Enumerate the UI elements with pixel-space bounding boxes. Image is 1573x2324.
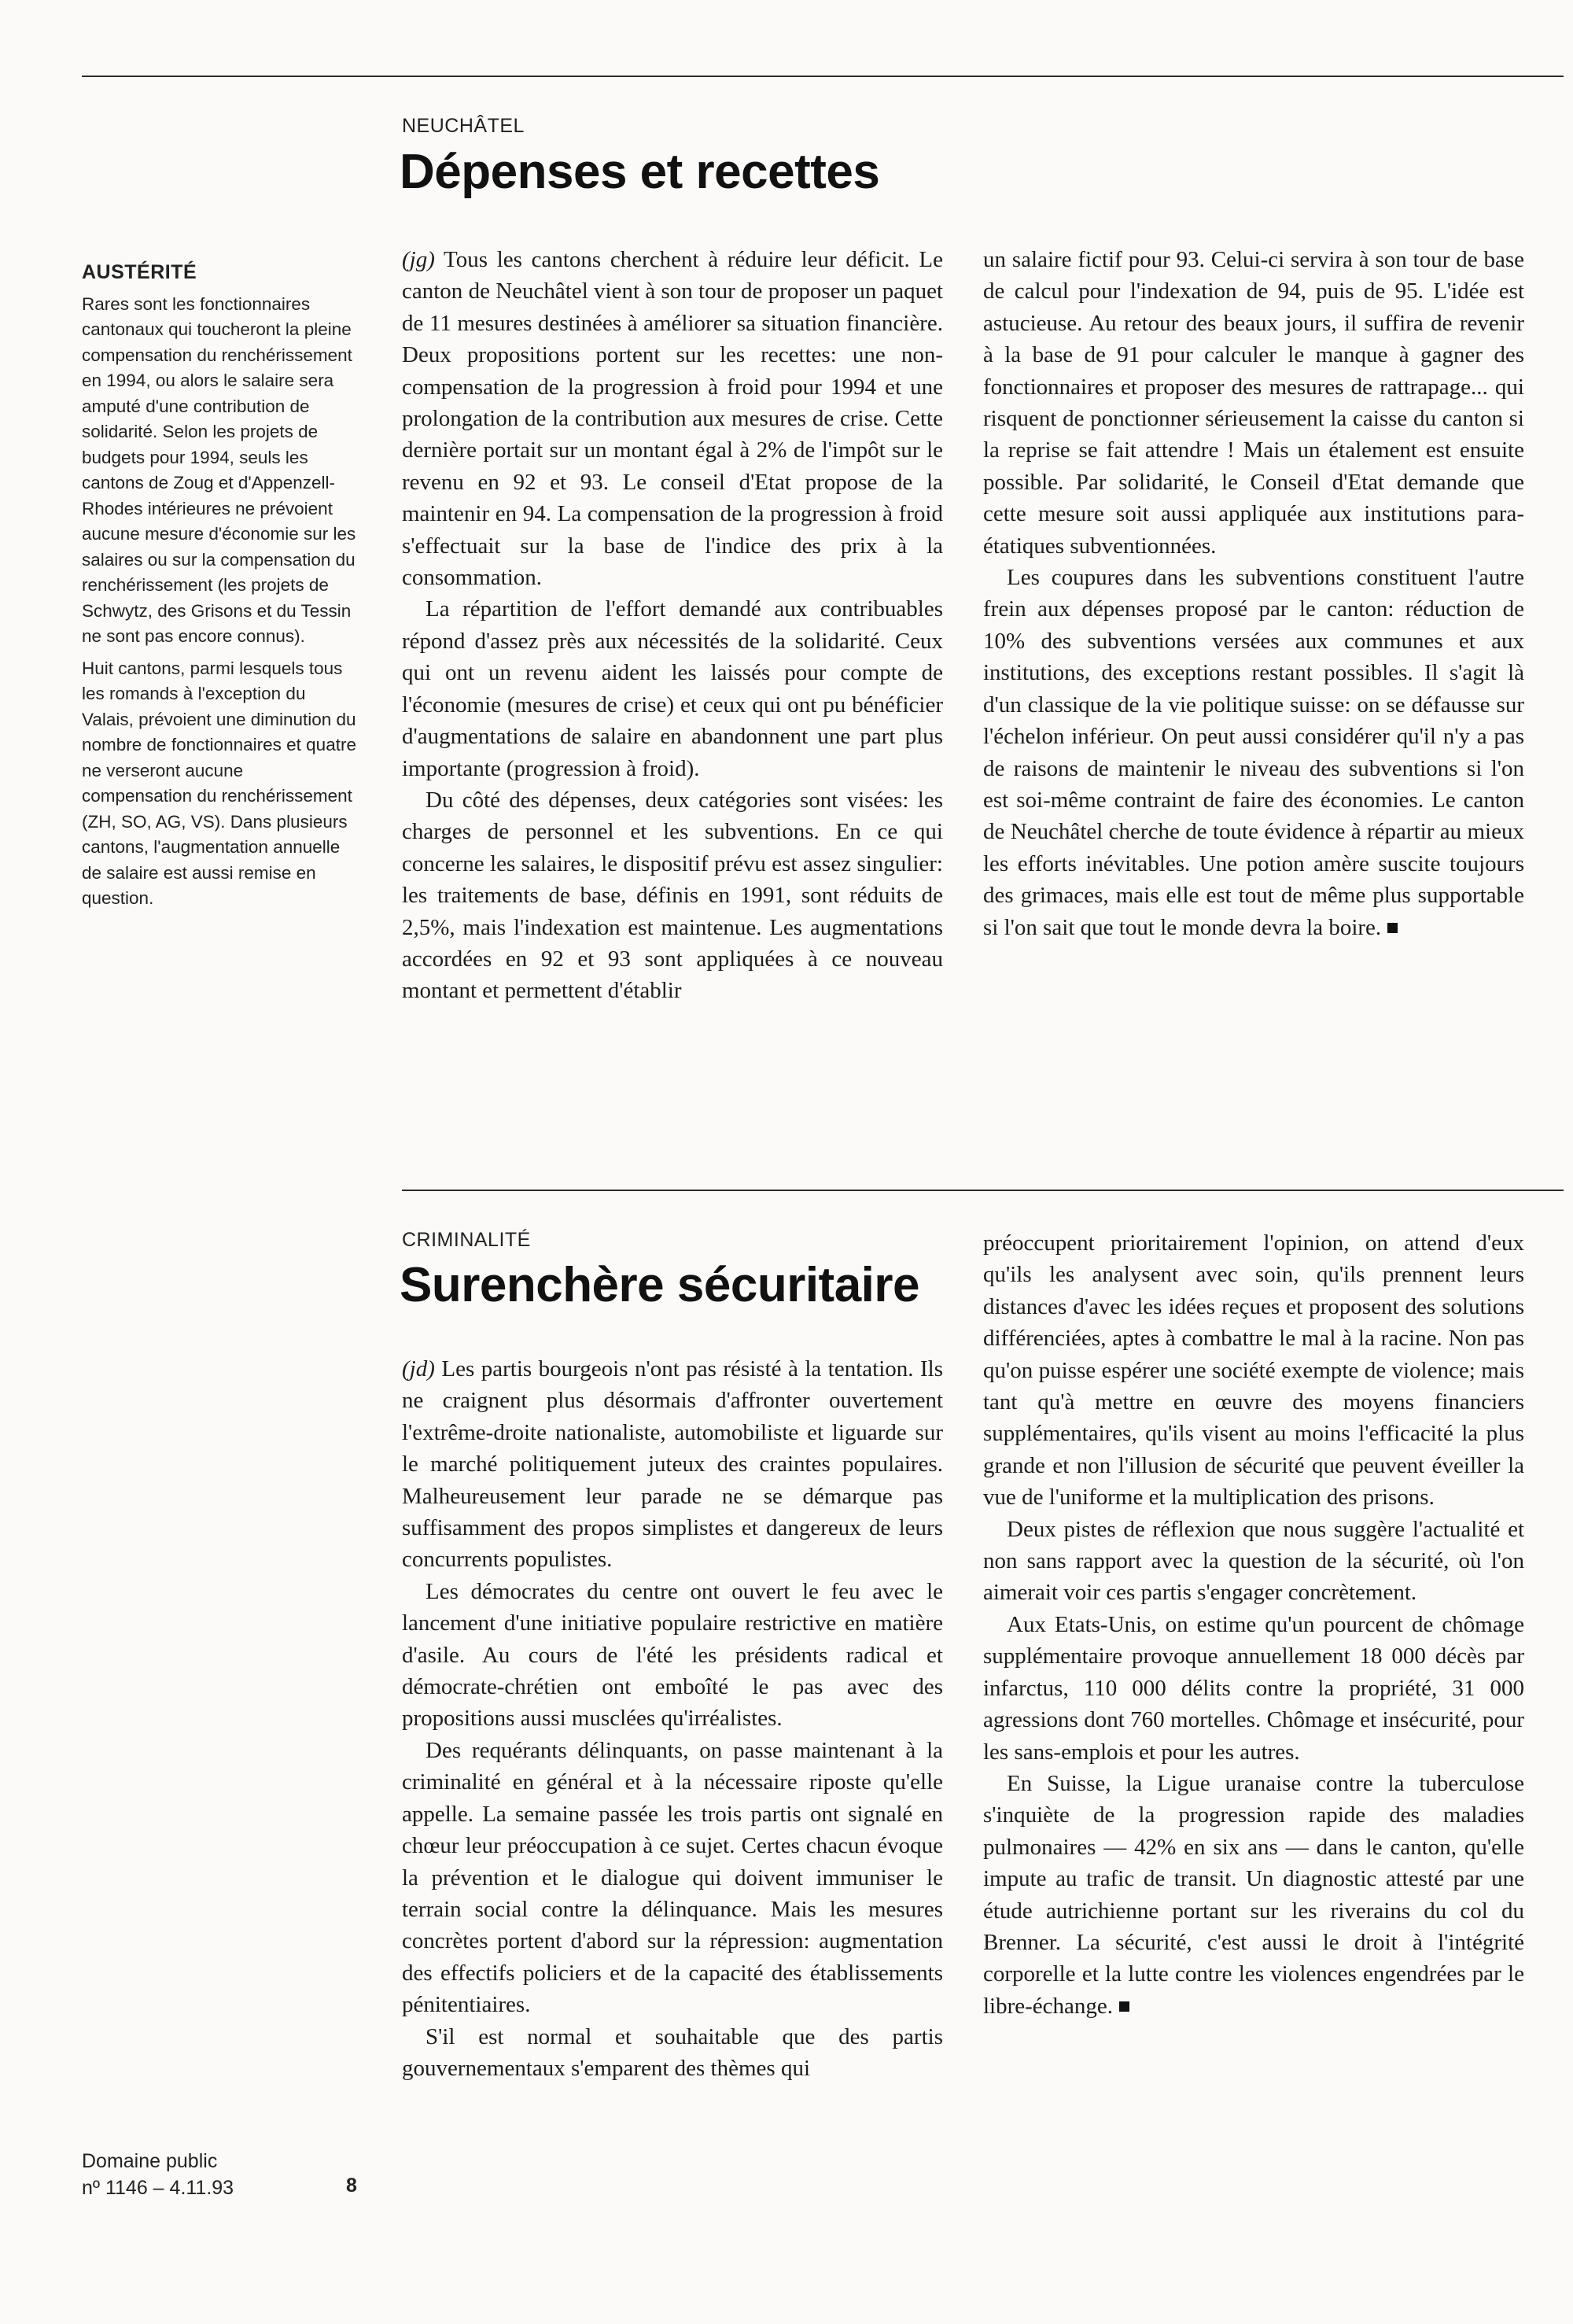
issue-number-date: nº 1146 – 4.11.93 <box>82 2177 234 2199</box>
article1-paragraph-3: Du côté des dépenses, deux catégories sont visées: les charges de personnel et les subventions. En ce qui concerne les salaires, le dispositif prévu est assez singulier: les traitements de base, définis en 1991, sont réduits de 2,5%, mais l'indexation est maintenue. Les augmentations accordées en 92 et 93 sont appliquées à ce nouveau montant et permettent d'établir <box>402 787 943 1004</box>
article2-title: Surenchère sécuritaire <box>400 1258 920 1312</box>
article2-paragraph-3: Des requérants délinquants, on passe maintenant à la criminalité en général et à la nécessaire riposte qu'elle appelle. La semaine passée les trois partis ont signalé en chœur leur préoccupation à ce sujet. Certes chacun évoque la prévention et le dialogue qui doivent immuniser le terrain social contre la délinquance. Mais les mesures concrètes portent d'abord sur la répression: augmentation des effectifs policiers et de la capacité des établissements pénitentiaires. <box>402 1737 943 2018</box>
article1-kicker: NEUCHÂTEL <box>402 115 525 137</box>
article2-paragraph-1: (jd) Les partis bourgeois n'ont pas résisté à la tentation. Ils ne craignent plus désormais d'affronter ouvertement l'extrême-droite nationaliste, automobiliste et liguarde sur le marché politiquement juteux des craintes populaires. Malheureusement leur parade ne se démarque pas suffisamment des propos simplistes et dangereux de leurs concurrents populistes. <box>402 1356 943 1573</box>
article1-paragraph-5: Les coupures dans les subventions constituent l'autre frein aux dépenses proposé par le canton: réduction de 10% des subventions versées aux communes et aux institutions, des exceptions restant possibles. Il s'agit là d'un classique de la vie politique suisse: on se défausse sur l'échelon inférieur. On peut aussi considérer qu'il n'y a pas de raisons de maintenir le niveau des subventions si l'on est soi-même contraint de faire des économies. Le canton de Neuchâtel cherche de toute évidence à répartir au mieux les efforts inévitables. Une potion amère suscite toujours des grimaces, mais elle est tout de même plus supportable si l'on sait que tout le monde devra la boire. <box>983 565 1524 940</box>
article2-paragraph-2: Les démocrates du centre ont ouvert le feu avec le lancement d'une initiative populaire restrictive en matière d'asile. Au cours de l'été les présidents radical et démocrate-chrétien ont emboîté le pas avec des propositions aussi musclées qu'irréalistes. <box>402 1578 943 1732</box>
article2-paragraph-7: Aux Etats-Unis, on estime qu'un pourcent de chômage supplémentaire provoque annuellement 18 000 décès par infarctus, 110 000 délits contre la propriété, 31 000 agressions dont 760 mortelles. Chômage et insécurité, pour les sans-emplois et pour les autres. <box>983 1611 1524 1765</box>
article2-column-2 <box>983 1227 1524 2022</box>
sidebar-title: AUSTÉRITÉ <box>82 261 197 283</box>
page-number: 8 <box>346 2175 357 2197</box>
sidebar-paragraph-1: Rares sont les fonctionnaires cantonaux qui toucheront la pleine compensation du renchérissement en 1994, ou alors le salaire sera amputé d'une contribution de solidarité. Selon les projets de budgets pour 1994, seuls les cantons de Zoug et d'Appenzell-Rhodes intérieures ne prévoient aucune mesure d'économie sur les salaires ou sur la compensation du renchérissement (les projets de Schwytz, des Grisons et du Tessin ne sont pas encore connus). <box>82 293 356 646</box>
article1-title: Dépenses et recettes <box>400 145 880 199</box>
top-rule <box>82 76 1564 77</box>
article1-column-1 <box>402 244 943 1007</box>
article1-paragraph-2: La répartition de l'effort demandé aux contribuables répond d'assez près aux nécessités de la solidarité. Ceux qui ont un revenu aident les laissés pour compte de l'économie (mesures de crise) et ceux qui ont pu bénéficier d'augmentations de salaire en abandonnent une part plus importante (progression à froid). <box>402 596 943 781</box>
article1-paragraph-1: (jg) Tous les cantons cherchent à réduire leur déficit. Le canton de Neuchâtel vient à son tour de proposer un paquet de 11 mesures destinées à améliorer sa situation financière. Deux propositions portent sur les recettes: une non-compensation de la progression à froid pour 1994 et une prolongation de la contribution aux mesures de crise. Cette dernière portait sur un montant égal à 2% de l'impôt sur le revenu en 92 et 93. Le conseil d'Etat propose de la maintenir en 94. La compensation de la progression à froid s'effectuait sur la base de l'indice des prix à la consommation. <box>402 247 943 591</box>
article2-paragraph-5: préoccupent prioritairement l'opinion, on attend d'eux qu'ils les analysent avec soin, qu'ils prennent leurs distances d'avec les idées reçues et proposent des solutions différenciées, aptes à combattre le mal à la racine. Non pas qu'on puisse espérer une société exempte de violence; mais tant qu'à mettre en œuvre des moyens financiers supplémentaires, qu'ils visent au moins l'efficacité la plus grande et non l'illusion de sécurité que peuvent éveiller la vue de l'uniforme et la multiplication des prisons. <box>983 1230 1524 1511</box>
end-mark-icon <box>1387 923 1398 933</box>
article2-paragraph-4: S'il est normal et souhaitable que des partis gouvernementaux s'emparent des thèmes qui <box>402 2023 943 2081</box>
publication-footer <box>82 2148 234 2201</box>
end-mark-icon <box>1119 2001 1129 2012</box>
article1-column-2 <box>983 244 1524 943</box>
sidebar-paragraph-2: Huit cantons, parmi lesquels tous les romands à l'exception du Valais, prévoient une diminution du nombre de fonctionnaires et quatre ne verseront aucune compensation du renchérissement (ZH, SO, AG, VS). Dans plusieurs cantons, l'augmentation annuelle de salaire est aussi remise en question. <box>82 658 356 908</box>
article1-initials: (jg) <box>402 247 435 272</box>
article2-paragraph-8: En Suisse, la Ligue uranaise contre la tuberculose s'inquiète de la progression rapide des maladies pulmonaires — 42% en six ans — dans le canton, qu'elle impute au trafic de transit. Un diagnostic attesté par une étude autrichienne portant sur les riverains du col du Brenner. La sécurité, c'est aussi le droit à l'intégrité corporelle et la lutte contre les violences engendrées par le libre-échange. <box>983 1770 1524 2019</box>
article-separator-rule <box>402 1190 1564 1191</box>
publication-name: Domaine public <box>82 2150 218 2172</box>
article2-paragraph-6: Deux pistes de réflexion que nous suggère l'actualité et non sans rapport avec la question de la sécurité, où l'on aimerait voir ces partis s'engager concrètement. <box>983 1516 1524 1606</box>
article1-paragraph-4: un salaire fictif pour 93. Celui-ci servira à son tour de base de calcul pour l'indexation de 94, puis de 95. L'idée est astucieuse. Au retour des beaux jours, il suffira de revenir à la base de 91 pour calculer le manque à gagner des fonctionnaires et proposer des mesures de rattrapage... qui risquent de ponctionner sérieusement la caisse du canton si la reprise se fait attendre ! Mais un étalement est ensuite possible. Par solidarité, le Conseil d'Etat demande que cette mesure soit aussi appliquée aux institutions para-étatiques subventionnées. <box>983 247 1524 559</box>
sidebar-austerite <box>82 260 357 918</box>
article2-column-1 <box>402 1353 943 2084</box>
article2-kicker: CRIMINALITÉ <box>402 1229 531 1251</box>
article2-initials: (jd) <box>402 1356 435 1381</box>
